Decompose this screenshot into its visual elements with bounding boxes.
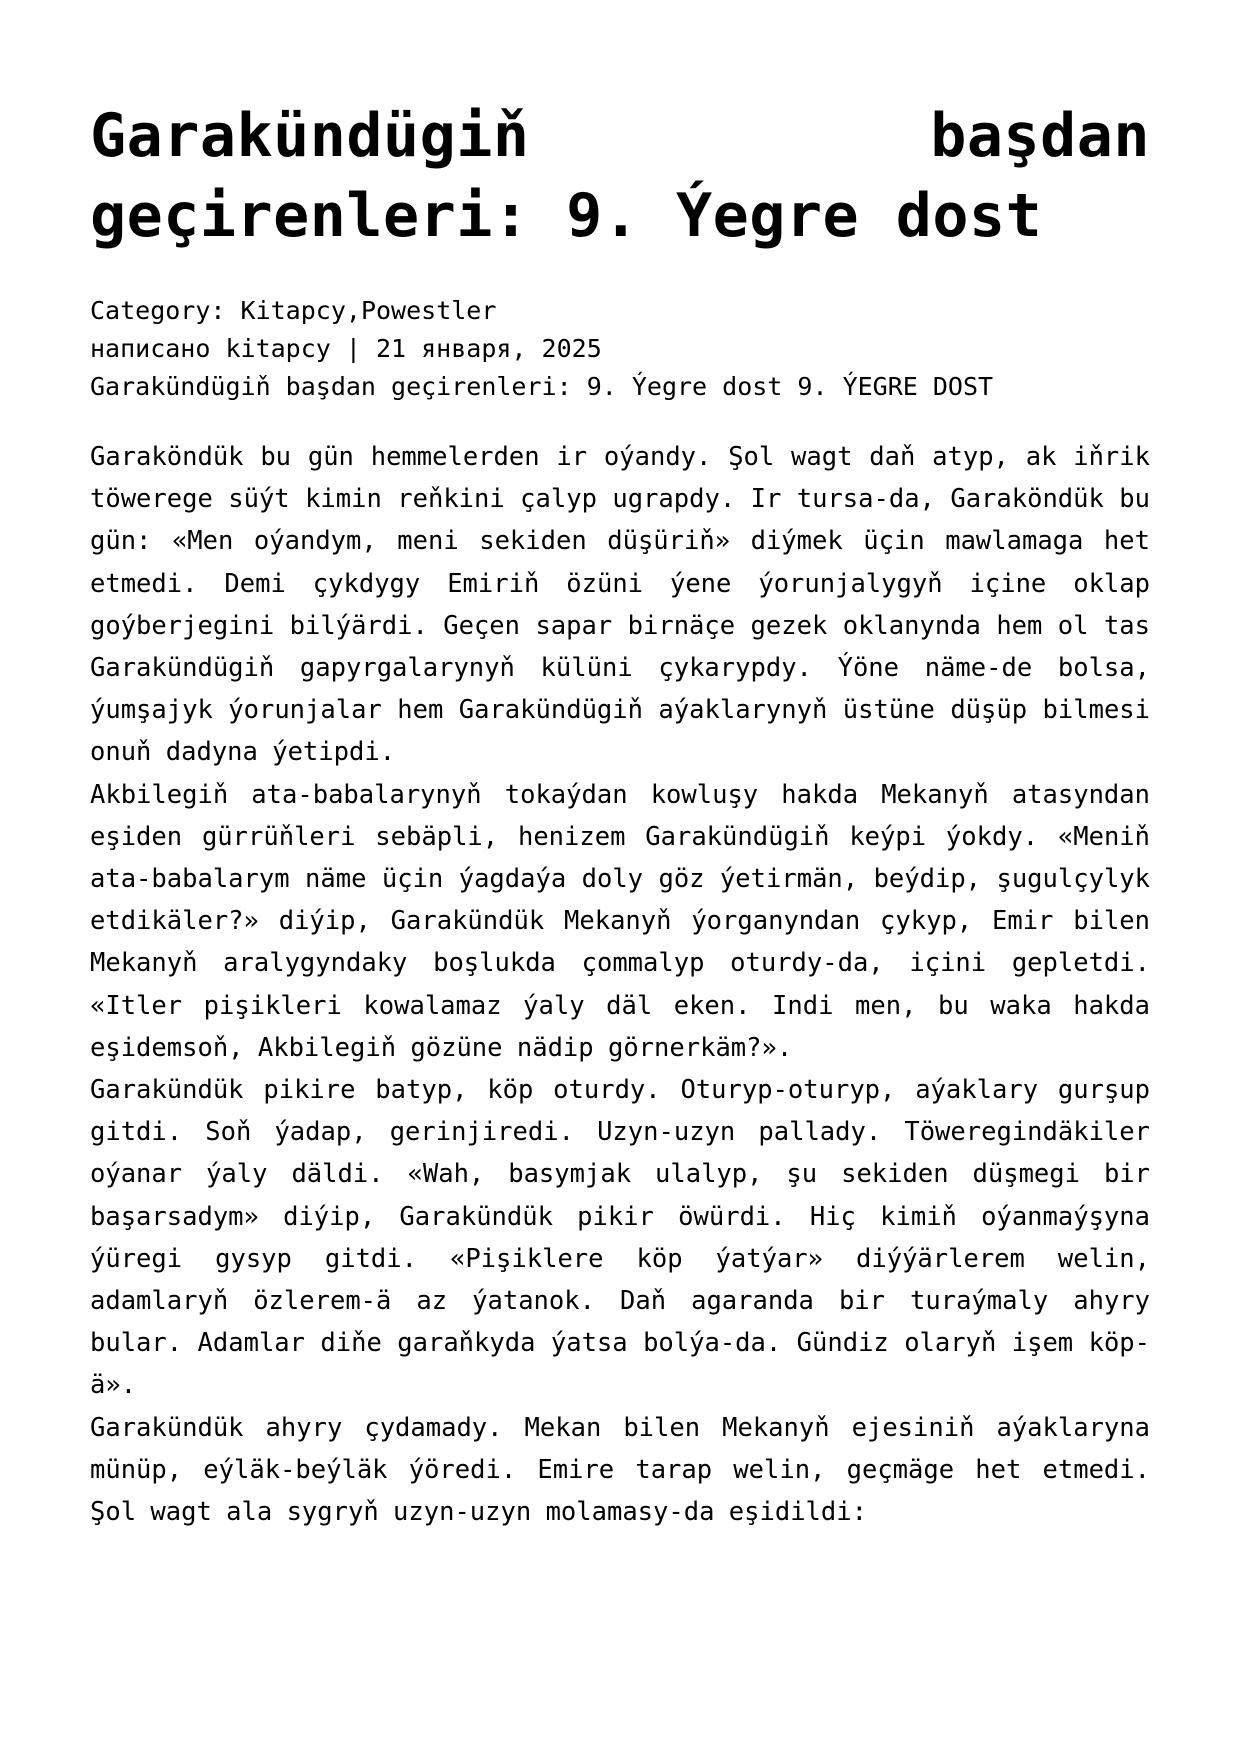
article-title: Garakündügiň başdan geçirenleri: 9. Ýegre dost xyxy=(90,101,1150,251)
category-line xyxy=(90,292,1150,330)
paragraph-2: Akbilegiň ata-babalarynyň tokaýdan kowluşy hakda Mekanyň atasyndan eşiden gürrüňleri sebäpli, henizem Garakündügiň keýpi ýokdy. «Meniň ata-babalarym näme üçin ýagdaýa doly göz ýetirmän, beýdip, şugulçylyk etdikäler?» diýip, Garakündük Mekanyň ýorganyndan çykyp, Emir bilen Mekanyň aralygyndaky boşlukda çommalyp oturdy-da, içini gepletdi. «Itler pişikleri kowalamaz ýaly däl eken. Indi men, bu waka hakda eşidemsoň, Akbilegiň gözüne nädip görnerkäm?». xyxy=(90,779,1150,1063)
article-body xyxy=(90,436,1150,1533)
paragraph-1: Garaköndük bu gün hemmelerden ir oýandy. Şol wagt daň atyp, ak iňrik töwerege süýt kimin reňkini çalyp ugrapdy. Ir tursa-da, Garaköndük bu gün: «Men oýandym, meni sekiden düşüriň» diýmek üçin mawlamaga het etmedi. Demi çykdygy Emiriň özüni ýene ýorunjalygyň içine oklap goýberjegini bilýärdi. Geçen sapar birnäçe gezek oklanynda hem ol tas Garakündügiň gapyrgalarynyň külüni çykarypdy. Ýöne näme-de bolsa, ýumşajyk ýorunjalar hem Garakündügiň aýaklarynyň üstüne düşüp bilmesi onuň dadyna ýetipdi. xyxy=(90,442,1150,768)
category-value: Kitapcy,Powestler xyxy=(240,296,497,325)
byline: написано kitapcy | 21 января, 2025 xyxy=(90,334,602,363)
article-subtitle: Garakündügiň başdan geçirenleri: 9. Ýegre dost 9. ÝEGRE DOST xyxy=(90,372,994,401)
paragraph-4: Garakündük ahyry çydamady. Mekan bilen Mekanyň ejesiniň aýaklaryna münüp, eýläk-beýläk ýöredi. Emire tarap welin, geçmäge het etmedi. Şol wagt ala sygryň uzyn-uzyn molamasy-da eşidildi: xyxy=(90,1412,1150,1528)
paragraph-3: Garakündük pikire batyp, köp oturdy. Oturyp-oturyp, aýaklary gurşup gitdi. Soň ýadap, gerinjiredi. Uzyn-uzyn pallady. Töweregindäkiler oýanar ýaly däldi. «Wah, basymjak ulalyp, şu sekiden düşmegi bir başarsadym» diýip, Garakündük pikir öwürdi. Hiç kimiň oýanmaýşyna ýüregi gysyp gitdi. «Pişiklere köp ýatýar» diýýärlerem welin, adamlaryň özlerem-ä az ýatanok. Daň agaranda bir turaýmaly ahyry bular. Adamlar diňe garaňkyda ýatsa bolýa-da. Gündiz olaryň işem köp-ä». xyxy=(90,1075,1150,1401)
document-page xyxy=(90,96,1150,1533)
category-label: Category: xyxy=(90,296,226,325)
article-meta xyxy=(90,292,1150,406)
